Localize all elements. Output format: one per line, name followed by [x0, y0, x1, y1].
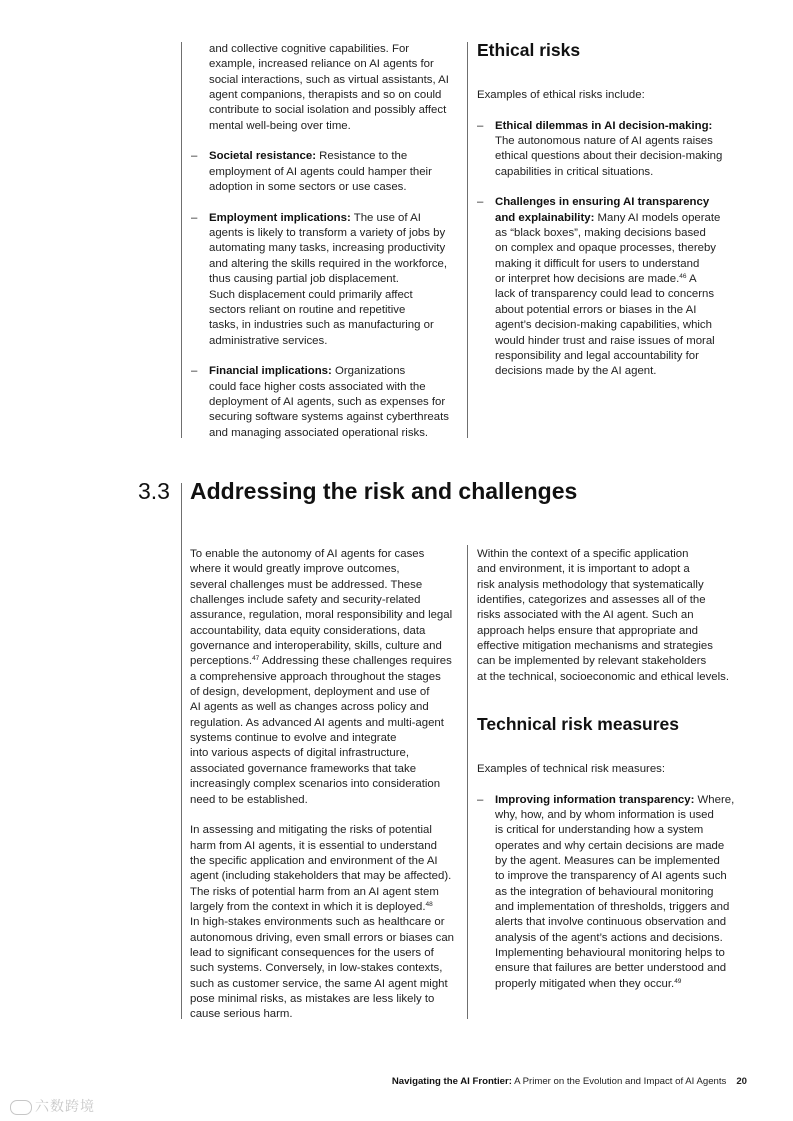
text-line: several challenges must be addressed. These [190, 578, 423, 591]
text-line: risks associated with the AI agent. Such an [477, 609, 694, 622]
text-line: ensure that failures are better understood and [495, 962, 727, 975]
text-line: such systems. Conversely, in low-stakes contexts, [190, 962, 443, 975]
text-line: such as customer service, the same AI agent might [190, 977, 448, 990]
page-number: 20 [736, 1076, 747, 1087]
text-line: automating many tasks, increasing productivity [209, 242, 446, 255]
watermark-text: 六数跨境 [35, 1098, 95, 1114]
list-item-employment-implications [191, 211, 463, 349]
text-line: lack of transparency could lead to concerns [495, 288, 715, 301]
bottom-right-column [477, 547, 767, 685]
text-line: The use of AI [350, 211, 421, 224]
list-item-societal-resistance [191, 149, 463, 195]
text-line: operates and why certain decisions are made [495, 839, 725, 852]
text-line: In assessing and mitigating the risks of potential [190, 824, 432, 837]
text-line: where it would greatly improve outcomes, [190, 563, 400, 576]
dash-bullet: – [191, 365, 198, 378]
text-line: making it difficult for users to understand [495, 257, 700, 270]
item-title: Improving information transparency: [495, 793, 695, 806]
text-line: assurance, regulation, moral responsibility and legal [190, 609, 453, 622]
text-line: and altering the skills required in the workforce, [209, 257, 448, 270]
text-line: alerts that involve continuous observation and [495, 916, 727, 929]
text-line: increasingly complex scenarios into consideration [190, 778, 441, 791]
paragraph-challenges [190, 547, 464, 808]
text-line: agents is likely to transform a variety of jobs by [209, 227, 446, 240]
list-item-ai-transparency [477, 195, 757, 379]
text-line: securing software systems against cyberthreats [209, 411, 449, 424]
text-line: example, increased reliance on AI agents for [209, 58, 434, 71]
item-title: and explainability: [495, 211, 595, 224]
footnote-ref: 49 [674, 977, 682, 985]
text-line: thus causing partial job displacement. [209, 273, 399, 286]
text-line: the specific application and environment of the AI [190, 854, 438, 867]
dash-bullet: – [191, 211, 198, 224]
text-line: on complex and opaque processes, thereby [495, 242, 716, 255]
text-line: systems continue to evolve and integrate [190, 732, 397, 745]
text-line: harm from AI agents, it is essential to understand [190, 839, 437, 852]
dash-bullet: – [477, 793, 484, 806]
text-line: administrative services. [209, 334, 328, 347]
footer-title: Navigating the AI Frontier: [391, 1076, 512, 1087]
dash-bullet: – [477, 196, 484, 209]
item-title: Financial implications: [209, 365, 332, 378]
watermark-logo-icon [10, 1100, 32, 1115]
text-line: why, how, and by whom information is used [495, 809, 714, 822]
text-line: decisions made by the AI agent. [495, 365, 657, 378]
item-title: Employment implications: [209, 211, 351, 224]
item-title: Challenges in ensuring AI transparency [495, 196, 710, 209]
item-title: Societal resistance: [209, 150, 316, 163]
text-line: Such displacement could primarily affect [209, 288, 413, 301]
text-line: perceptions. [190, 655, 253, 668]
text-line: Implementing behavioural monitoring helps to [495, 947, 725, 960]
text-line: agent’s decision-making capabilities, which [495, 319, 712, 332]
column-rule-top-left [181, 42, 182, 438]
text-line: autonomous driving, even small errors or biases can [190, 931, 455, 944]
text-line: and environment, it is important to adopt a [477, 563, 690, 576]
text-line: properly mitigated when they occur. [495, 977, 675, 990]
text-line: identifies, categorizes and assesses all of the [477, 594, 706, 607]
text-line: need to be established. [190, 793, 308, 806]
text-line: accountability, data equity considerations, data [190, 624, 426, 637]
footnote-ref: 46 [679, 273, 687, 281]
text-line: by the agent. Measures can be implemented [495, 855, 720, 868]
text-line: responsibility and legal accountability for [495, 349, 699, 362]
text-line: sectors reliant on routine and repetitive [209, 303, 406, 316]
ethical-risks-heading: Ethical risks [477, 40, 581, 60]
section-title: Addressing the risk and challenges [190, 478, 578, 504]
technical-intro: Examples of technical risk measures: [477, 763, 666, 775]
paragraph-assessing-risks [190, 823, 464, 1022]
text-line: lead to significant consequences for the users of [190, 946, 434, 959]
column-rule-bottom-mid [467, 545, 468, 1019]
text-line: The autonomous nature of AI agents raises [495, 135, 713, 148]
text-line: could face higher costs associated with the [209, 380, 426, 393]
text-line: A [686, 273, 697, 286]
text-line: largely from the context in which it is deployed. [190, 900, 426, 913]
text-line: approach helps ensure that appropriate and [477, 624, 699, 637]
footnote-ref: 48 [425, 900, 433, 908]
text-line: employment of AI agents could hamper their [209, 165, 432, 178]
dash-bullet: – [477, 119, 484, 132]
text-line: and managing associated operational risks. [209, 426, 429, 439]
item-title: Ethical dilemmas in AI decision-making: [495, 119, 713, 132]
text-line: pose minimal risks, as mistakes are less likely to [190, 992, 435, 1005]
list-item-ethical-dilemmas [477, 119, 757, 180]
text-line: tasks, in industries such as manufacturing or [209, 319, 434, 332]
ethical-risks-column [477, 88, 757, 380]
page-footer [392, 1076, 747, 1087]
text-line: AI agents as well as changes across policy and [190, 701, 429, 714]
list-item-information-transparency [477, 793, 767, 992]
text-line: mental well-being over time. [209, 119, 351, 132]
technical-risk-column [477, 762, 767, 992]
footnote-ref: 47 [252, 655, 260, 663]
text-line: can be implemented by relevant stakeholders [477, 655, 707, 668]
text-line: is critical for understanding how a system [495, 824, 704, 837]
bottom-left-column [190, 547, 464, 1023]
text-line: or interpret how decisions are made. [495, 273, 680, 286]
top-left-column [191, 42, 463, 441]
dash-bullet: – [191, 150, 198, 163]
text-line: Within the context of a specific application [477, 548, 689, 560]
text-line: about potential errors or biases in the AI [495, 303, 697, 316]
text-line: into various aspects of digital infrastructure, [190, 747, 410, 760]
text-line: as “black boxes”, making decisions based [495, 227, 706, 240]
text-line: and collective cognitive capabilities. For [209, 43, 410, 55]
text-line: The risks of potential harm from an AI agent stem [190, 885, 439, 898]
text-line: deployment of AI agents, such as expenses for [209, 395, 446, 408]
text-line: and implementation of thresholds, triggers and [495, 901, 730, 914]
text-line: challenges include safety and security-related [190, 594, 421, 607]
footer-subtitle: A Primer on the Evolution and Impact of AI Agents [511, 1076, 727, 1087]
text-line: In high-stakes environments such as healthcare or [190, 916, 445, 929]
list-item-financial-implications [191, 364, 463, 441]
technical-risk-heading: Technical risk measures [477, 714, 680, 734]
watermark [10, 1096, 95, 1116]
text-line: Addressing these challenges requires [259, 655, 452, 668]
text-line: to improve the transparency of AI agents such [495, 870, 727, 883]
text-line: of design, development, deployment and use of [190, 686, 430, 699]
text-line: contribute to social isolation and possibly affect [209, 104, 447, 117]
text-line: adoption in some sectors or use cases. [209, 181, 407, 194]
text-line: as the integration of behavioural monitoring [495, 885, 714, 898]
text-line: regulation. As advanced AI agents and multi-agent [190, 716, 444, 729]
text-line: effective mitigation mechanisms and strategies [477, 640, 713, 653]
text-line: risk analysis methodology that systematically [477, 578, 704, 591]
text-line: agent companions, therapists and so on could [209, 89, 442, 102]
text-line: Where, [694, 793, 735, 806]
section-number: 3.3 [138, 478, 170, 504]
text-line: Many AI models operate [594, 211, 721, 224]
ethical-intro: Examples of ethical risks include: [477, 89, 645, 101]
text-line: agent (including stakeholders that may be affected). [190, 870, 452, 883]
text-line: Organizations [331, 365, 406, 378]
text-line: analysis of the agent’s actions and decisions. [495, 931, 723, 944]
text-line: at the technical, socioeconomic and ethical levels. [477, 670, 730, 683]
section-rule [181, 483, 182, 1019]
text-line: cause serious harm. [190, 1008, 293, 1021]
text-line: a comprehensive approach throughout the stages [190, 670, 441, 683]
text-line: To enable the autonomy of AI agents for cases [190, 548, 425, 560]
text-line: governance and interoperability, skills, culture and [190, 640, 442, 653]
intro-paragraph [191, 42, 463, 134]
text-line: Resistance to the [316, 150, 408, 163]
text-line: capabilities in critical situations. [495, 165, 654, 178]
text-line: would hinder trust and raise issues of moral [495, 334, 715, 347]
text-line: ethical questions about their decision-making [495, 150, 723, 163]
text-line: associated governance frameworks that take [190, 762, 417, 775]
text-line: social interactions, such as virtual assistants, AI [209, 73, 449, 86]
column-rule-top-mid [467, 42, 468, 438]
